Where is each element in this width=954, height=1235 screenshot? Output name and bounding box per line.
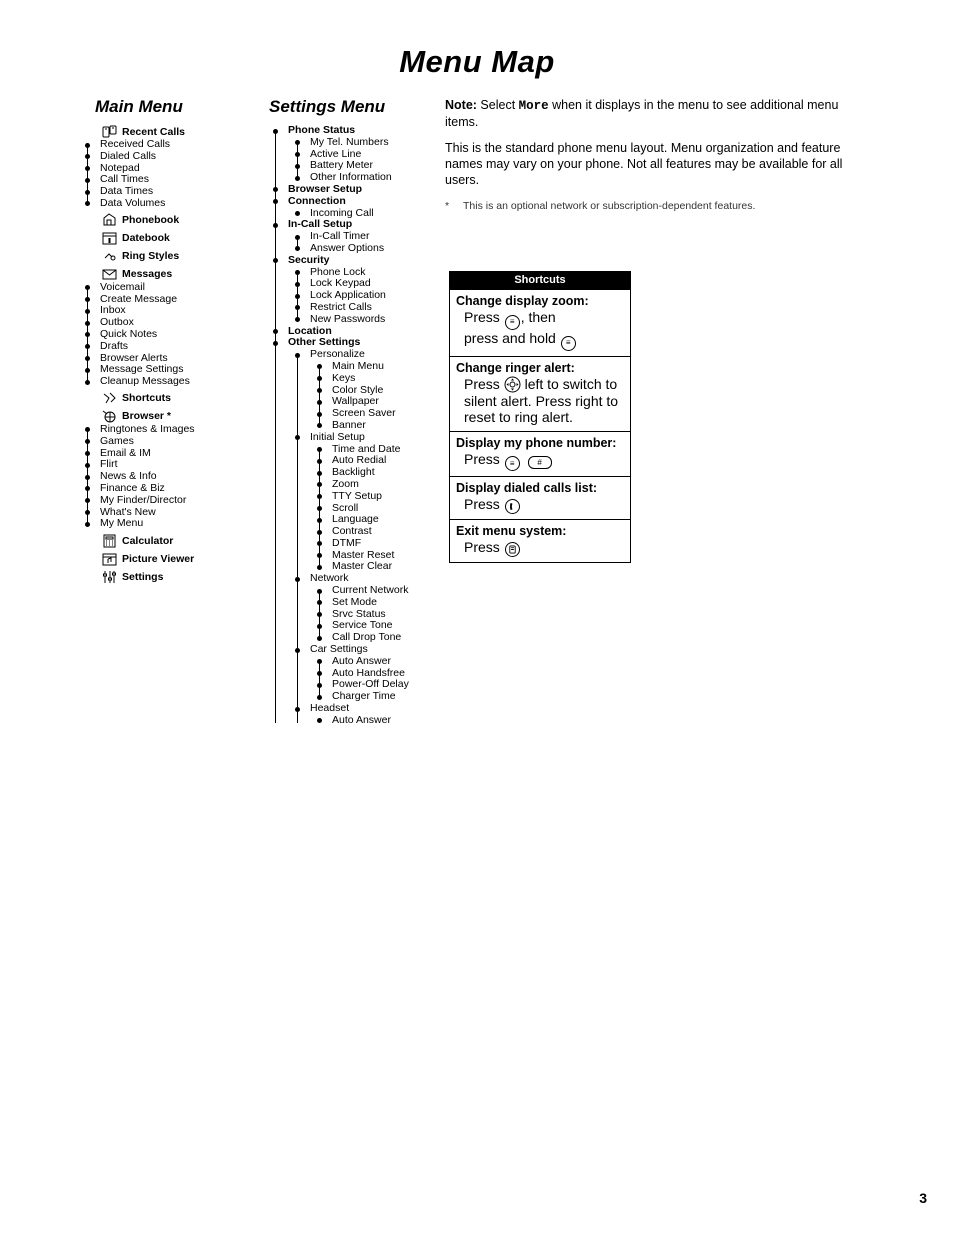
settings-subitem-label: Car Settings xyxy=(310,643,368,656)
list-item[interactable]: Received Calls xyxy=(100,139,270,151)
list-item[interactable]: Lock Application xyxy=(310,290,458,302)
note-paragraph xyxy=(445,97,865,130)
shortcut-row-my-number xyxy=(450,431,630,477)
main-menu-item-browser[interactable] xyxy=(100,409,270,530)
settings-item-label: Phone Status xyxy=(288,124,356,136)
phone-status-list xyxy=(310,137,458,184)
footnote xyxy=(445,198,865,214)
list-item[interactable]: TTY Setup xyxy=(332,491,458,503)
list-item[interactable]: Zoom xyxy=(332,479,458,491)
list-item[interactable]: Auto Answer xyxy=(332,656,458,668)
list-item[interactable]: Drafts xyxy=(100,341,270,353)
shortcut-text: left to switch to silent alert. Press right to reset to ring alert. xyxy=(464,375,619,425)
messages-list xyxy=(100,282,270,388)
list-item[interactable]: My Tel. Numbers xyxy=(310,137,458,149)
shortcut-row-dialed-calls xyxy=(450,476,630,519)
list-item[interactable]: Dialed Calls xyxy=(100,151,270,163)
settings-subitem-car-settings[interactable] xyxy=(310,644,458,703)
list-item[interactable]: New Passwords xyxy=(310,314,458,326)
main-menu-label: Shortcuts xyxy=(122,392,172,405)
settings-subitem-initial-setup[interactable] xyxy=(310,432,458,574)
list-item[interactable]: Auto Answer xyxy=(332,715,458,727)
list-item[interactable]: Language xyxy=(332,514,458,526)
shortcut-body xyxy=(456,309,624,351)
main-menu-heading: Main Menu xyxy=(95,97,183,116)
messages-icon xyxy=(100,267,118,282)
settings-menu-heading: Settings Menu xyxy=(269,97,386,116)
list-item[interactable]: Voicemail xyxy=(100,282,270,294)
settings-item-phone-status[interactable] xyxy=(288,125,458,184)
list-item[interactable]: Scroll xyxy=(332,503,458,515)
settings-subitem-network[interactable] xyxy=(310,573,458,644)
notes-section xyxy=(445,97,865,224)
list-item[interactable]: Inbox xyxy=(100,305,270,317)
list-item[interactable]: Keys xyxy=(332,373,458,385)
settings-subitem-label: Network xyxy=(310,572,349,585)
list-item[interactable]: Power-Off Delay xyxy=(332,679,458,691)
list-item[interactable]: Outbox xyxy=(100,317,270,329)
shortcut-text: Press xyxy=(464,496,500,513)
end-key-icon xyxy=(505,542,520,557)
shortcut-text: , then xyxy=(520,309,556,325)
list-item[interactable]: Message Settings xyxy=(100,364,270,376)
shortcut-title: Display my phone number: xyxy=(456,435,617,450)
settings-item-label: Connection xyxy=(288,194,346,207)
headset-list xyxy=(332,715,458,727)
shortcut-body xyxy=(456,376,624,426)
main-menu-label: Browser * xyxy=(122,410,172,423)
nav-key-icon xyxy=(504,376,525,392)
note-text-after: when it displays in the menu to see additional menu items. xyxy=(445,98,839,129)
list-item[interactable]: Data Volumes xyxy=(100,198,270,210)
main-menu-label: Picture Viewer xyxy=(122,552,195,565)
settings-item-in-call-setup[interactable] xyxy=(288,219,458,254)
footnote-text: This is an optional network or subscription-dependent features. xyxy=(463,200,756,212)
list-item[interactable]: Cleanup Messages xyxy=(100,376,270,388)
main-menu xyxy=(100,124,270,584)
send-key-icon xyxy=(505,499,520,514)
shortcuts-icon xyxy=(100,391,118,406)
shortcut-text: Press xyxy=(464,375,500,392)
main-menu-item-phonebook[interactable] xyxy=(100,213,270,228)
list-item[interactable]: Wallpaper xyxy=(332,396,458,408)
settings-subitem-headset[interactable] xyxy=(310,703,458,727)
other-settings-list xyxy=(310,349,458,727)
recent-calls-icon xyxy=(100,124,118,139)
list-item[interactable]: Master Reset xyxy=(332,550,458,562)
main-menu-item-ring-styles[interactable] xyxy=(100,249,270,264)
list-item[interactable]: Call Times xyxy=(100,174,270,186)
list-item[interactable]: What's New xyxy=(100,507,270,519)
list-item[interactable]: Games xyxy=(100,436,270,448)
list-item[interactable]: News & Info xyxy=(100,471,270,483)
list-item[interactable]: Quick Notes xyxy=(100,329,270,341)
shortcut-text: press and hold xyxy=(464,329,556,346)
list-item[interactable]: Notepad xyxy=(100,163,270,175)
list-item[interactable]: Auto Redial xyxy=(332,455,458,467)
layout-paragraph: This is the standard phone menu layout. Menu organization and feature names may vary on your phone. Not all features may be available for all users. xyxy=(445,141,843,187)
main-menu-item-messages[interactable] xyxy=(100,267,270,388)
main-menu-label: Recent Calls xyxy=(122,125,186,138)
list-item[interactable]: Master Clear xyxy=(332,561,458,573)
shortcut-body xyxy=(456,451,624,472)
browser-list xyxy=(100,424,270,530)
list-item[interactable]: Lock Keypad xyxy=(310,278,458,290)
list-item[interactable]: Active Line xyxy=(310,149,458,161)
list-item[interactable]: My Finder/Director xyxy=(100,495,270,507)
list-item[interactable]: In-Call Timer xyxy=(310,231,458,243)
list-item[interactable]: Answer Options xyxy=(310,243,458,255)
shortcut-title: Change ringer alert: xyxy=(456,360,575,375)
settings-subitem-personalize[interactable] xyxy=(310,349,458,432)
settings-subitem-label: Initial Setup xyxy=(310,430,365,443)
menu-key-icon: ≡ xyxy=(505,315,520,330)
shortcut-text: Press xyxy=(464,450,500,467)
list-item[interactable]: Restrict Calls xyxy=(310,302,458,314)
initial-setup-list xyxy=(332,444,458,574)
phonebook-icon xyxy=(100,213,118,228)
shortcut-body xyxy=(456,496,624,514)
list-item[interactable]: Service Tone xyxy=(332,620,458,632)
more-keyword: More xyxy=(518,99,549,113)
list-item[interactable]: Email & IM xyxy=(100,448,270,460)
list-item[interactable]: Other Information xyxy=(310,172,458,184)
list-item[interactable]: Ringtones & Images xyxy=(100,424,270,436)
list-item[interactable]: Srvc Status xyxy=(332,609,458,621)
note-text-before: Select xyxy=(476,98,519,112)
list-item[interactable]: Create Message xyxy=(100,294,270,306)
list-item[interactable]: Battery Meter xyxy=(310,160,458,172)
list-item[interactable]: Call Drop Tone xyxy=(332,632,458,644)
list-item[interactable]: Finance & Biz xyxy=(100,483,270,495)
security-list xyxy=(310,267,458,326)
calculator-icon xyxy=(100,533,118,548)
shortcut-body xyxy=(456,539,624,557)
settings-item-label: Browser Setup xyxy=(288,182,363,195)
list-item[interactable]: Flirt xyxy=(100,459,270,471)
list-item[interactable]: Color Style xyxy=(332,385,458,397)
settings-subitem-label: Personalize xyxy=(310,348,365,361)
shortcut-text: Press xyxy=(464,309,500,325)
list-item[interactable]: Browser Alerts xyxy=(100,353,270,365)
main-menu-item-recent-calls[interactable] xyxy=(100,124,270,210)
list-item[interactable]: Phone Lock xyxy=(310,267,458,279)
list-item[interactable]: Banner xyxy=(332,420,458,432)
recent-calls-list xyxy=(100,139,270,210)
ring-styles-icon xyxy=(100,249,118,264)
datebook-icon xyxy=(100,231,118,246)
settings-subitem-label: Headset xyxy=(310,702,350,715)
settings-menu xyxy=(288,125,458,727)
list-item[interactable]: Time and Date xyxy=(332,444,458,456)
shortcut-row-zoom xyxy=(450,289,630,356)
shortcuts-heading: Shortcuts xyxy=(450,272,630,289)
page-title: Menu Map xyxy=(399,44,555,79)
shortcut-row-ringer xyxy=(450,356,630,431)
settings-item-label: In-Call Setup xyxy=(288,218,353,231)
page-number: 3 xyxy=(919,1190,927,1206)
car-settings-list xyxy=(332,656,458,703)
list-item[interactable]: My Menu xyxy=(100,518,270,530)
main-menu-item-picture-viewer[interactable] xyxy=(100,551,270,566)
settings-item-label: Location xyxy=(288,324,332,337)
shortcut-title: Exit menu system: xyxy=(456,524,567,539)
main-menu-item-calculator[interactable] xyxy=(100,533,270,548)
list-item[interactable]: Current Network xyxy=(332,585,458,597)
in-call-setup-list xyxy=(310,231,458,255)
main-menu-label: Settings xyxy=(122,570,164,583)
list-item[interactable]: Auto Handsfree xyxy=(332,668,458,680)
list-item[interactable]: Contrast xyxy=(332,526,458,538)
menu-key-icon: ≡ xyxy=(505,456,520,471)
main-menu-item-shortcuts[interactable] xyxy=(100,391,270,406)
settings-item-label: Security xyxy=(288,253,330,266)
pound-key-icon: # xyxy=(528,456,552,469)
note-label: Note: xyxy=(445,98,477,112)
main-menu-label: Phonebook xyxy=(122,214,180,227)
shortcut-title: Display dialed calls list: xyxy=(456,481,598,496)
personalize-list xyxy=(332,361,458,432)
list-item[interactable]: Screen Saver xyxy=(332,408,458,420)
main-menu-label: Calculator xyxy=(122,534,174,547)
main-menu-label: Datebook xyxy=(122,232,170,245)
settings-list xyxy=(288,125,458,727)
settings-item-label: Other Settings xyxy=(288,336,361,349)
settings-item-other-settings[interactable] xyxy=(288,337,458,726)
shortcut-title: Change display zoom: xyxy=(456,294,589,308)
main-menu-item-datebook[interactable] xyxy=(100,231,270,246)
list-item[interactable]: Data Times xyxy=(100,186,270,198)
browser-icon xyxy=(100,409,118,424)
shortcut-row-exit xyxy=(450,519,630,562)
list-item[interactable]: Set Mode xyxy=(332,597,458,609)
shortcuts-table xyxy=(449,271,631,563)
settings-icon xyxy=(100,569,118,584)
list-item[interactable]: DTMF xyxy=(332,538,458,550)
menu-key-icon: ≡ xyxy=(561,336,576,351)
main-menu-label: Messages xyxy=(122,268,173,281)
settings-item-security[interactable] xyxy=(288,255,458,326)
picture-viewer-icon xyxy=(100,551,118,566)
shortcut-text: Press xyxy=(464,539,500,556)
main-menu-item-settings[interactable] xyxy=(100,569,270,584)
settings-item-connection[interactable] xyxy=(288,196,458,220)
footnote-mark: * xyxy=(445,200,450,212)
network-list xyxy=(332,585,458,644)
main-menu-label: Ring Styles xyxy=(122,250,180,263)
list-item[interactable]: Incoming Call xyxy=(310,208,458,220)
list-item[interactable]: Charger Time xyxy=(332,691,458,703)
list-item[interactable]: Backlight xyxy=(332,467,458,479)
list-item[interactable]: Main Menu xyxy=(332,361,458,373)
